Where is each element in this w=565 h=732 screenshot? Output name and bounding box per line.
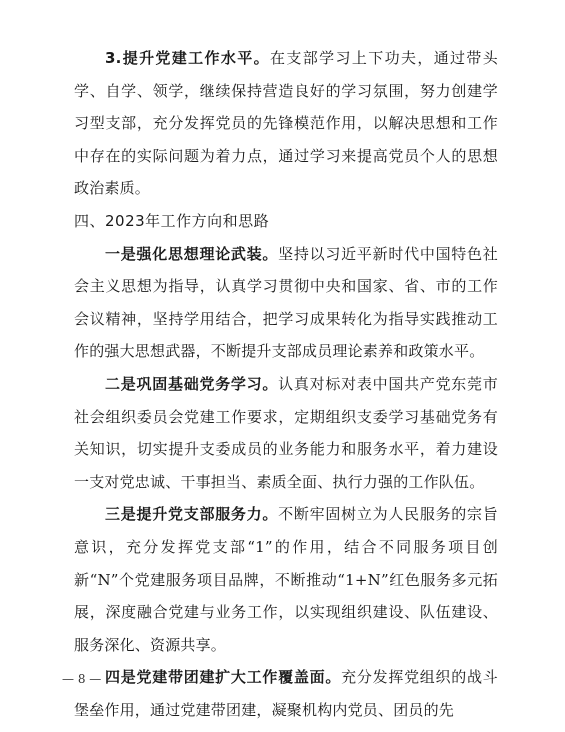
paragraph-lead: 3.提升党建工作水平。 — [105, 49, 271, 67]
page-number: — 8 — — [62, 672, 102, 686]
paragraph-text: 在支部学习上下功夫，通过带头学、自学、领学，继续保持营造良好的学习氛围，努力创建学习型支部，充分发挥党员的先锋模范作用，以解决思想和工作中存在的实际问题为着力点，通过学习来提高党员个人的思想政治素质。 — [74, 49, 498, 198]
paragraph-lead: 三是提升党支部服务力。 — [105, 505, 279, 524]
paragraph-service-capacity — [74, 498, 498, 661]
paragraph-text: 坚持以习近平新时代中国特色社会主义思想为指导，认真学习贯彻中央和国家、省、市的工作会议精神，坚持学用结合，把学习成果转化为指导实践推动工作的强大思想武器，不断提升支部成员理论素养和政策水平。 — [74, 244, 498, 361]
paragraph-text: 不断牢固树立为人民服务的宗旨意识，充分发挥党支部“1”的作用，结合不同服务项目创新“N”个党建服务项目品牌，不断推动“1+N”红色服务多元拓展，深度融合党建与业务工作，以实现组织建设、队伍建设、服务深化、资源共享。 — [74, 505, 498, 654]
paragraph-youth-league-coverage — [74, 661, 498, 726]
paragraph-lead: 二是巩固基础党务学习。 — [105, 374, 279, 393]
paragraph-text: 认真对标对表中国共产党东莞市社会组织委员会党建工作要求，定期组织支委学习基础党务有关知识，切实提升支委成员的业务能力和服务水平，着力建设一支对党忠诚、干事担当、素质全面、执行力强的工作队伍。 — [74, 374, 498, 491]
section-heading: 四、2023年工作方向和思路 — [74, 211, 270, 230]
paragraph-lead: 四是党建带团建扩大工作覆盖面。 — [105, 668, 342, 687]
paragraph-consolidate-affairs — [74, 368, 498, 498]
paragraph-text: 充分发挥党组织的战斗堡垒作用，通过党建带团建，凝聚机构内党员、团员的先 — [74, 668, 498, 719]
paragraph-strengthen-theory — [74, 238, 498, 368]
paragraph-lead: 一是强化思想理论武装。 — [105, 244, 279, 263]
document-body — [74, 42, 498, 726]
paragraph-party-building-level — [74, 42, 498, 205]
